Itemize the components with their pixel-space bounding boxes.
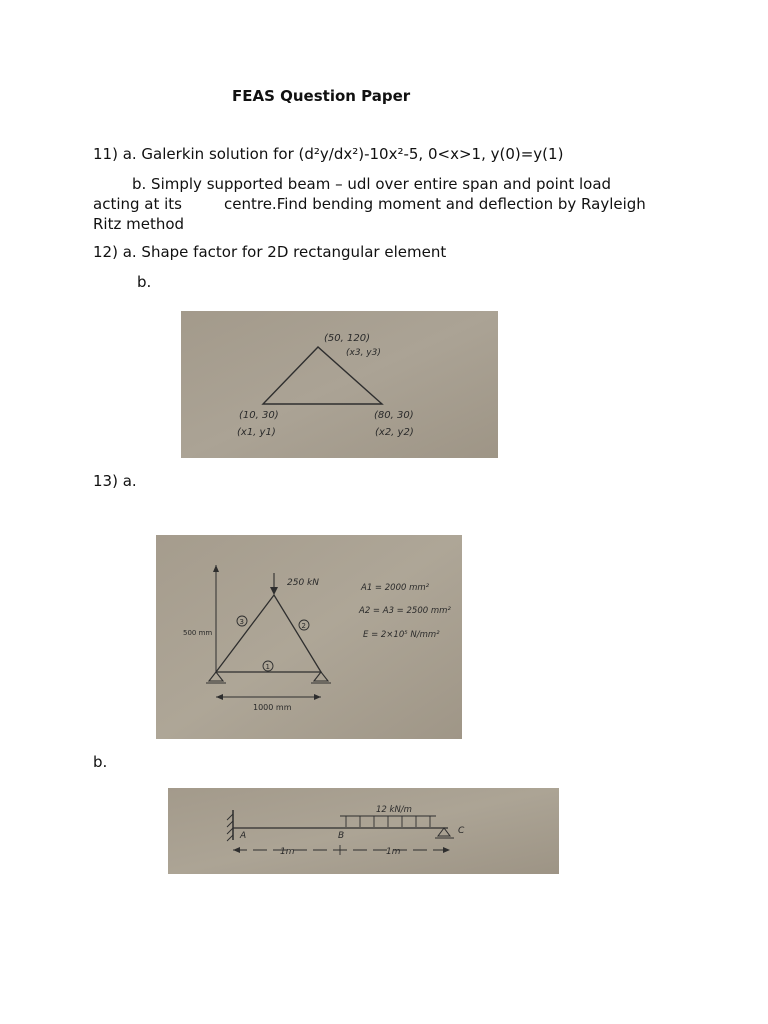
point-a-label: A [240,831,247,841]
udl-label: 12 kN/m [376,805,412,815]
question-11b-line-1: b. Simply supported beam – udl over entire span and point load [132,175,612,193]
beam-drawing [168,788,559,874]
question-11b-line-2b: centre.Find bending moment and deflection by Rayleigh [224,195,646,213]
question-13b: b. [93,753,108,771]
question-11a: 11) a. Galerkin solution for (d²y/dx²)-10x²-5, 0<x>1, y(0)=y(1) [93,145,564,163]
truss-drawing [156,535,462,739]
question-12b: b. [137,273,152,291]
top-node-symbol: (x3, y3) [346,348,381,358]
member-3-label: 3 [239,618,244,626]
question-11b-line-2a: acting at its [93,195,182,213]
load-label: 250 kN [287,578,319,588]
member-1-label: 1 [265,663,270,671]
area-1-text: A1 = 2000 mm² [361,583,430,593]
modulus-text: E = 2×10⁵ N/mm² [363,630,440,640]
question-12a: 12) a. Shape factor for 2D rectangular element [93,243,447,261]
span-bc-label: 1m [386,847,401,857]
point-c-label: C [458,826,465,836]
truss-figure [156,535,462,739]
point-b-label: B [338,831,345,841]
area-2-3-text: A2 = A3 = 2500 mm² [359,606,451,616]
beam-figure [168,788,559,874]
triangle-element-figure [181,311,498,458]
paper-background [168,788,559,874]
question-11b-line-3: Ritz method [93,215,185,233]
height-label: 500 mm [183,629,213,637]
right-node-coordinate: (80, 30) [374,410,414,421]
triangle-element-drawing [181,311,498,458]
page-title: FEAS Question Paper [232,87,411,105]
right-node-symbol: (x2, y2) [375,427,414,438]
left-node-symbol: (x1, y1) [237,427,276,438]
top-node-coordinate: (50, 120) [324,333,370,344]
span-ab-label: 1m [280,847,295,857]
left-node-coordinate: (10, 30) [239,410,279,421]
member-2-label: 2 [301,622,306,630]
question-13a: 13) a. [93,472,137,490]
base-label: 1000 mm [253,703,292,712]
